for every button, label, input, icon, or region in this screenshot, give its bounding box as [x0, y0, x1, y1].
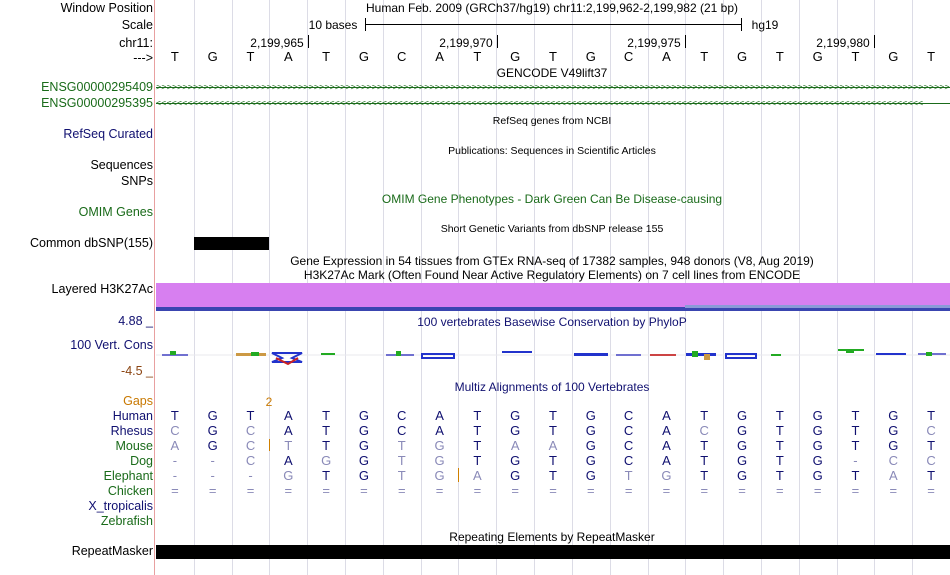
- aligned-base: T: [397, 438, 406, 453]
- aligned-base: T: [284, 438, 293, 453]
- sequence-base: A: [283, 49, 293, 64]
- aligned-base: T: [927, 438, 936, 453]
- aligned-base: =: [662, 483, 671, 498]
- ensg2-line: [156, 103, 950, 104]
- sequence-base: T: [473, 49, 482, 64]
- aligned-base: T: [700, 468, 709, 483]
- dbsnp-track-label[interactable]: Common dbSNP(155): [30, 236, 153, 250]
- refseq-title: RefSeq genes from NCBI: [492, 115, 612, 127]
- phylop-title: 100 vertebrates Basewise Conservation by PhyloP: [417, 315, 687, 329]
- dbsnp-title: Short Genetic Variants from dbSNP release 155: [440, 223, 664, 235]
- aligned-base: G: [434, 468, 445, 483]
- repeat-title: Repeating Elements by RepeatMasker: [449, 530, 655, 544]
- aligned-base: G: [812, 423, 823, 438]
- aligned-base: A: [888, 468, 898, 483]
- aligned-base: T: [927, 408, 936, 423]
- aligned-base: G: [661, 468, 672, 483]
- aligned-base: C: [623, 408, 634, 423]
- aligned-base: T: [170, 408, 179, 423]
- aligned-base: -: [210, 468, 215, 483]
- aligned-base: T: [624, 468, 633, 483]
- aligned-base: G: [736, 423, 748, 438]
- coord-4: 2,199,980: [816, 36, 870, 50]
- aligned-base: A: [548, 438, 558, 453]
- aligned-base: A: [435, 408, 444, 423]
- aligned-base: C: [170, 423, 180, 438]
- aligned-base: -: [210, 453, 215, 468]
- aligned-base: =: [587, 483, 595, 498]
- aligned-base: =: [473, 483, 482, 498]
- species-label-zebrafish[interactable]: Zebrafish: [100, 514, 153, 528]
- aligned-base: =: [927, 483, 935, 498]
- aligned-base: T: [549, 453, 557, 468]
- ensg1-link[interactable]: ENSG00000295409: [41, 80, 153, 94]
- aligned-base: A: [662, 453, 671, 468]
- aligned-base: G: [736, 408, 748, 423]
- sequence-base: T: [246, 49, 255, 64]
- species-label-mouse[interactable]: Mouse: [115, 439, 153, 453]
- aligned-base: T: [322, 423, 331, 438]
- scale-bar: [365, 24, 741, 25]
- aligned-base: =: [171, 483, 179, 498]
- coord-3-tick: [685, 35, 686, 48]
- aligned-base: T: [775, 438, 784, 453]
- species-label-chicken[interactable]: Chicken: [107, 484, 153, 498]
- aligned-base: -: [853, 453, 858, 468]
- aligned-base: C: [623, 453, 634, 468]
- aligned-base: G: [736, 453, 748, 468]
- aligned-base: G: [207, 438, 218, 453]
- aligned-base: T: [473, 438, 482, 453]
- aligned-base: G: [585, 423, 596, 438]
- aligned-base: G: [358, 423, 369, 438]
- repeatmasker-track-label[interactable]: RepeatMasker: [71, 544, 153, 558]
- aligned-base: C: [397, 423, 407, 438]
- aligned-base: C: [888, 453, 898, 468]
- h3k27-step: [685, 305, 950, 308]
- aligned-base: =: [851, 483, 860, 498]
- scale-text: 10 bases: [308, 18, 358, 32]
- aligned-base: =: [208, 483, 217, 498]
- sequence-base: G: [812, 49, 823, 64]
- aligned-base: G: [585, 438, 596, 453]
- sequence-base: G: [207, 49, 218, 64]
- ensg2-link[interactable]: ENSG00000295395: [41, 96, 153, 110]
- species-label-rhesus[interactable]: Rhesus: [110, 424, 153, 438]
- strand-arrow-label: --->: [133, 51, 153, 65]
- gaps-label: Gaps: [123, 394, 153, 408]
- aligned-base: =: [397, 483, 406, 498]
- aligned-base: A: [170, 438, 180, 453]
- sequence-base: G: [888, 49, 899, 64]
- coord-1: 2,199,965: [250, 36, 304, 50]
- aligned-base: T: [927, 468, 936, 483]
- aligned-base: A: [662, 438, 671, 453]
- sequence-base: T: [700, 49, 709, 64]
- ensg1-line: [156, 87, 950, 88]
- species-label-human[interactable]: Human: [112, 409, 153, 423]
- aligned-base: C: [245, 423, 256, 438]
- aligned-base: T: [851, 408, 860, 423]
- aligned-base: T: [549, 408, 557, 423]
- phylop-marks: [162, 349, 946, 364]
- aligned-base: =: [511, 483, 519, 498]
- aligned-base: G: [736, 438, 748, 453]
- aligned-base: =: [284, 483, 293, 498]
- cons-max-label: 4.88 _: [118, 314, 153, 328]
- aligned-base: C: [926, 453, 936, 468]
- aligned-base: G: [812, 408, 823, 423]
- aligned-base: T: [700, 438, 709, 453]
- species-label-dog[interactable]: Dog: [130, 454, 153, 468]
- aligned-base: =: [246, 483, 255, 498]
- aligned-base: =: [435, 483, 444, 498]
- aligned-base: A: [510, 438, 520, 453]
- aligned-base: G: [358, 438, 369, 453]
- aligned-base: G: [812, 453, 823, 468]
- aligned-base: T: [549, 423, 557, 438]
- aligned-base: G: [888, 438, 899, 453]
- aligned-base: C: [623, 438, 634, 453]
- species-label-x_tropicalis[interactable]: X_tropicalis: [88, 499, 153, 513]
- aligned-base: -: [172, 453, 178, 468]
- gap-marker-elephant: [458, 468, 459, 482]
- aligned-base: =: [360, 483, 368, 498]
- aligned-base: G: [888, 408, 899, 423]
- aligned-base: G: [358, 453, 369, 468]
- aligned-base: A: [283, 408, 293, 423]
- cons-min-label: -4.5 _: [121, 364, 153, 378]
- aligned-base: T: [700, 408, 709, 423]
- aligned-base: G: [585, 408, 596, 423]
- aligned-base: =: [813, 483, 822, 498]
- gtex-title: Gene Expression in 54 tissues from GTEx RNA-seq of 17382 samples, 948 donors (V8, Aug 2019): [290, 254, 814, 268]
- aligned-base: T: [322, 408, 331, 423]
- gencode-title: GENCODE V49lift37: [496, 66, 608, 80]
- assembly-text: hg19: [751, 18, 779, 32]
- aligned-base: G: [888, 423, 899, 438]
- snps-track-label[interactable]: SNPs: [121, 174, 153, 188]
- aligned-base: G: [510, 453, 521, 468]
- species-label-elephant[interactable]: Elephant: [103, 469, 153, 483]
- sequence-base: A: [662, 49, 671, 64]
- sequence-base: T: [549, 49, 557, 64]
- scale-bar-right-tick: [741, 18, 742, 31]
- aligned-base: C: [623, 423, 634, 438]
- aligned-base: T: [549, 468, 557, 483]
- aligned-base: G: [358, 408, 369, 423]
- sequence-base: T: [927, 49, 936, 64]
- aligned-base: G: [585, 453, 596, 468]
- aligned-base: C: [245, 453, 256, 468]
- aligned-base: T: [397, 453, 406, 468]
- scale-label: Scale: [121, 18, 153, 32]
- aligned-base: C: [397, 408, 407, 423]
- coord-2-tick: [497, 35, 498, 48]
- publications-title: Publications: Sequences in Scientific Articles: [448, 145, 656, 157]
- aligned-base: G: [358, 468, 369, 483]
- aligned-base: =: [889, 483, 898, 498]
- aligned-base: T: [473, 408, 482, 423]
- aligned-base: A: [662, 408, 671, 423]
- aligned-base: G: [321, 453, 332, 468]
- sequence-base: A: [435, 49, 444, 64]
- sequence-base: G: [585, 49, 596, 64]
- scale-bar-left-tick: [365, 18, 366, 31]
- sequence-base: G: [358, 49, 369, 64]
- position-title: Human Feb. 2009 (GRCh37/hg19) chr11:2,199,962-2,199,982 (21 bp): [365, 1, 739, 15]
- aligned-base: =: [549, 483, 557, 498]
- h3k27-title: H3K27Ac Mark (Often Found Near Active Regulatory Elements) on 7 cell lines from ENCODE: [303, 268, 801, 282]
- aligned-base: -: [172, 468, 178, 483]
- aligned-base: T: [851, 468, 860, 483]
- sequence-base: T: [170, 49, 179, 64]
- aligned-base: T: [851, 438, 860, 453]
- aligned-base: G: [736, 468, 748, 483]
- sequence-base: C: [397, 49, 407, 64]
- aligned-base: T: [246, 408, 255, 423]
- aligned-base: G: [207, 423, 218, 438]
- refseq-track-label[interactable]: RefSeq Curated: [63, 127, 153, 141]
- aligned-base: =: [700, 483, 709, 498]
- window-position-label: Window Position: [60, 1, 153, 15]
- aligned-base: T: [775, 423, 784, 438]
- aligned-base: G: [434, 438, 445, 453]
- aligned-base: A: [435, 423, 444, 438]
- coord-1-tick: [308, 35, 309, 48]
- sequences-track-label[interactable]: Sequences: [90, 158, 153, 172]
- aligned-base: A: [283, 453, 293, 468]
- multiz-title: Multiz Alignments of 100 Vertebrates: [454, 380, 650, 394]
- aligned-base: A: [283, 423, 293, 438]
- coord-3: 2,199,975: [627, 36, 681, 50]
- sequence-base: C: [623, 49, 634, 64]
- sequence-base: T: [322, 49, 331, 64]
- aligned-base: G: [812, 438, 823, 453]
- aligned-base: C: [699, 423, 709, 438]
- aligned-base: G: [283, 468, 294, 483]
- dbsnp-variant[interactable]: [194, 237, 269, 250]
- aligned-base: A: [473, 468, 482, 483]
- aligned-base: =: [776, 483, 784, 498]
- gap-marker-mouse: [269, 439, 270, 451]
- aligned-base: G: [510, 468, 521, 483]
- aligned-base: T: [397, 468, 406, 483]
- aligned-base: T: [775, 453, 784, 468]
- h3k27-track-label[interactable]: Layered H3K27Ac: [51, 282, 153, 296]
- coord-2: 2,199,970: [439, 36, 493, 50]
- aligned-base: T: [700, 453, 709, 468]
- omim-title: OMIM Gene Phenotypes - Dark Green Can Be Disease-causing: [381, 192, 723, 206]
- aligned-base: T: [473, 423, 482, 438]
- aligned-base: C: [245, 438, 256, 453]
- sequence-base: T: [775, 49, 784, 64]
- aligned-base: T: [775, 468, 784, 483]
- omim-track-label[interactable]: OMIM Genes: [78, 205, 153, 219]
- gaps-count: 2: [265, 395, 273, 409]
- cons-track-label[interactable]: 100 Vert. Cons: [70, 338, 153, 352]
- aligned-base: C: [926, 423, 936, 438]
- aligned-base: G: [207, 408, 218, 423]
- label-border: [154, 0, 155, 575]
- aligned-base: G: [585, 468, 596, 483]
- aligned-base: A: [662, 423, 671, 438]
- chrom-label: chr11:: [119, 36, 153, 50]
- aligned-base: =: [738, 483, 746, 498]
- aligned-base: =: [624, 483, 633, 498]
- aligned-base: -: [248, 468, 253, 483]
- sequence-base: G: [510, 49, 521, 64]
- aligned-base: T: [851, 423, 860, 438]
- aligned-base: =: [322, 483, 330, 498]
- aligned-base: G: [434, 453, 445, 468]
- sequence-base: G: [736, 49, 748, 64]
- aligned-base: T: [322, 468, 331, 483]
- aligned-base: T: [322, 438, 331, 453]
- phylop-signal[interactable]: [156, 340, 950, 370]
- sequence-base: T: [851, 49, 860, 64]
- aligned-base: G: [812, 468, 823, 483]
- coord-4-tick: [874, 35, 875, 48]
- aligned-base: T: [775, 408, 784, 423]
- repeatmasker-feature[interactable]: [156, 545, 950, 559]
- aligned-base: G: [510, 408, 521, 423]
- aligned-base: G: [510, 423, 521, 438]
- aligned-base: T: [473, 453, 482, 468]
